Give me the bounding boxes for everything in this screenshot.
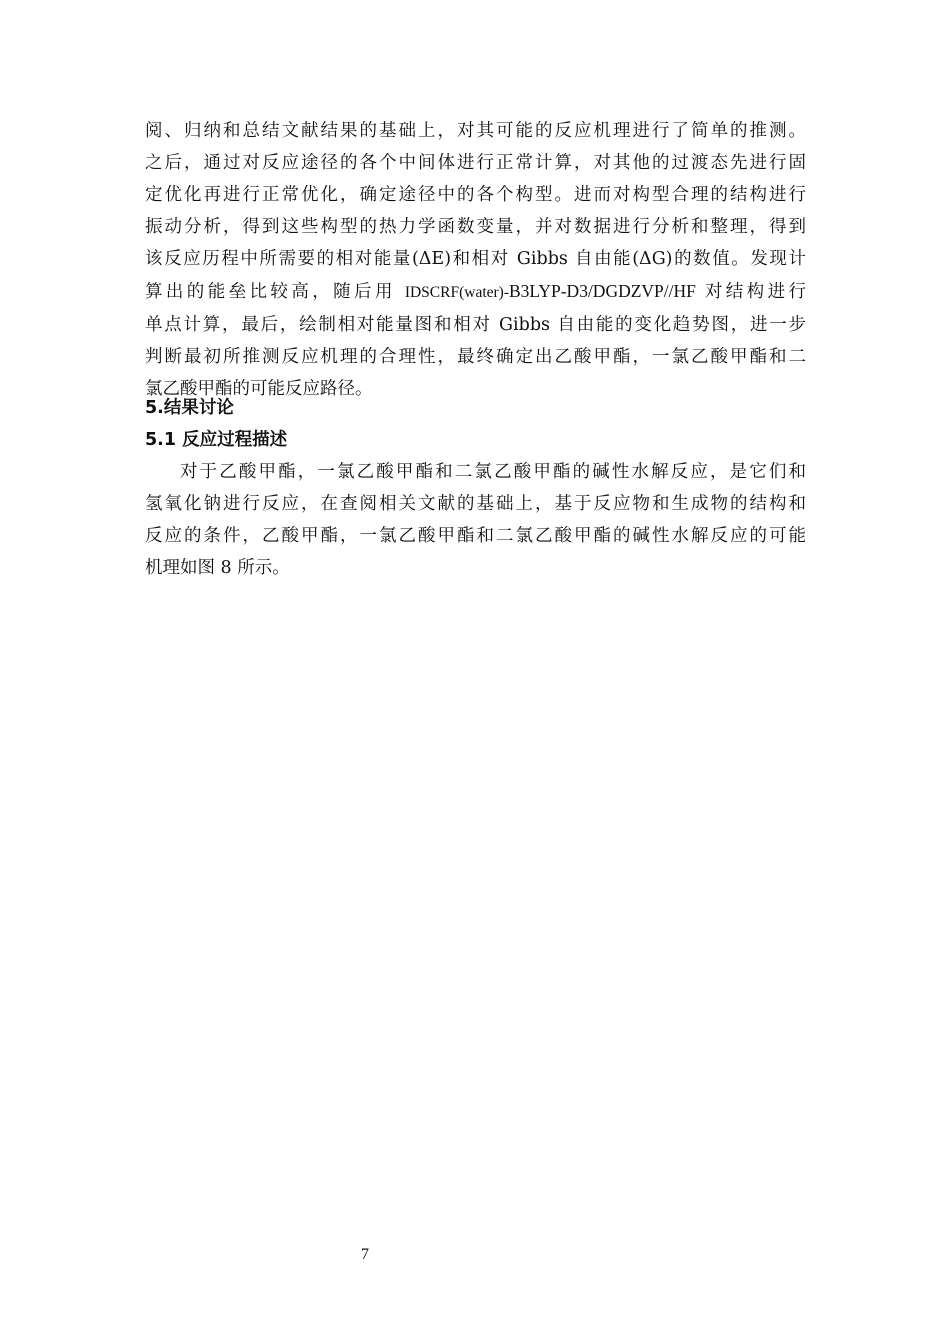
paragraph-line: 之后，通过对反应途径的各个中间体进行正常计算，对其他的过渡态先进行固 bbox=[145, 153, 806, 173]
paragraph-line: 对于乙酸甲酯，一氯乙酸甲酯和二氯乙酸甲酯的碱性水解反应，是它们和 bbox=[180, 462, 806, 482]
paragraph-line-method bbox=[145, 275, 806, 309]
paragraph-line: 氯乙酸甲酯的可能反应路径。 bbox=[145, 379, 373, 399]
paragraph-line: 机理如图 8 所示。 bbox=[145, 558, 290, 578]
paragraph-line: 判断最初所推测反应机理的合理性，最终确定出乙酸甲酯，一氯乙酸甲酯和二 bbox=[145, 347, 806, 367]
subsection-heading: 5.1 反应过程描述 bbox=[145, 430, 288, 450]
method-text: B3LYP-D3/DGDZVP//HF bbox=[509, 281, 696, 301]
solvation-model-text: IDSCRF(water)- bbox=[404, 284, 509, 301]
paragraph-line: 反应的条件，乙酸甲酯，一氯乙酸甲酯和二氯乙酸甲酯的碱性水解反应的可能 bbox=[145, 526, 806, 546]
page-number: 7 bbox=[361, 1246, 369, 1263]
paragraph-line: 振动分析，得到这些构型的热力学函数变量，并对数据进行分析和整理，得到 bbox=[145, 217, 806, 237]
paragraph-line: 阅、归纳和总结文献结果的基础上，对其可能的反应机理进行了简单的推测。 bbox=[145, 121, 806, 141]
section-heading: 5.结果讨论 bbox=[145, 398, 234, 418]
paragraph-line: 氢氧化钠进行反应，在查阅相关文献的基础上，基于反应物和生成物的结构和 bbox=[145, 494, 806, 514]
paragraph-line: 单点计算，最后，绘制相对能量图和相对 Gibbs 自由能的变化趋势图，进一步 bbox=[145, 315, 806, 335]
paragraph-line: 定优化再进行正常优化，确定途径中的各个构型。进而对构型合理的结构进行 bbox=[145, 185, 806, 205]
reaction-description-paragraph bbox=[145, 456, 806, 584]
paragraph-line-start: 算出的能垒比较高，随后用 bbox=[145, 282, 396, 302]
methods-paragraph bbox=[145, 115, 806, 405]
paragraph-line-end: 对结构进行 bbox=[704, 282, 806, 302]
paragraph-line: 该反应历程中所需要的相对能量(ΔE)和相对 Gibbs 自由能(ΔG)的数值。发现计 bbox=[145, 249, 806, 269]
